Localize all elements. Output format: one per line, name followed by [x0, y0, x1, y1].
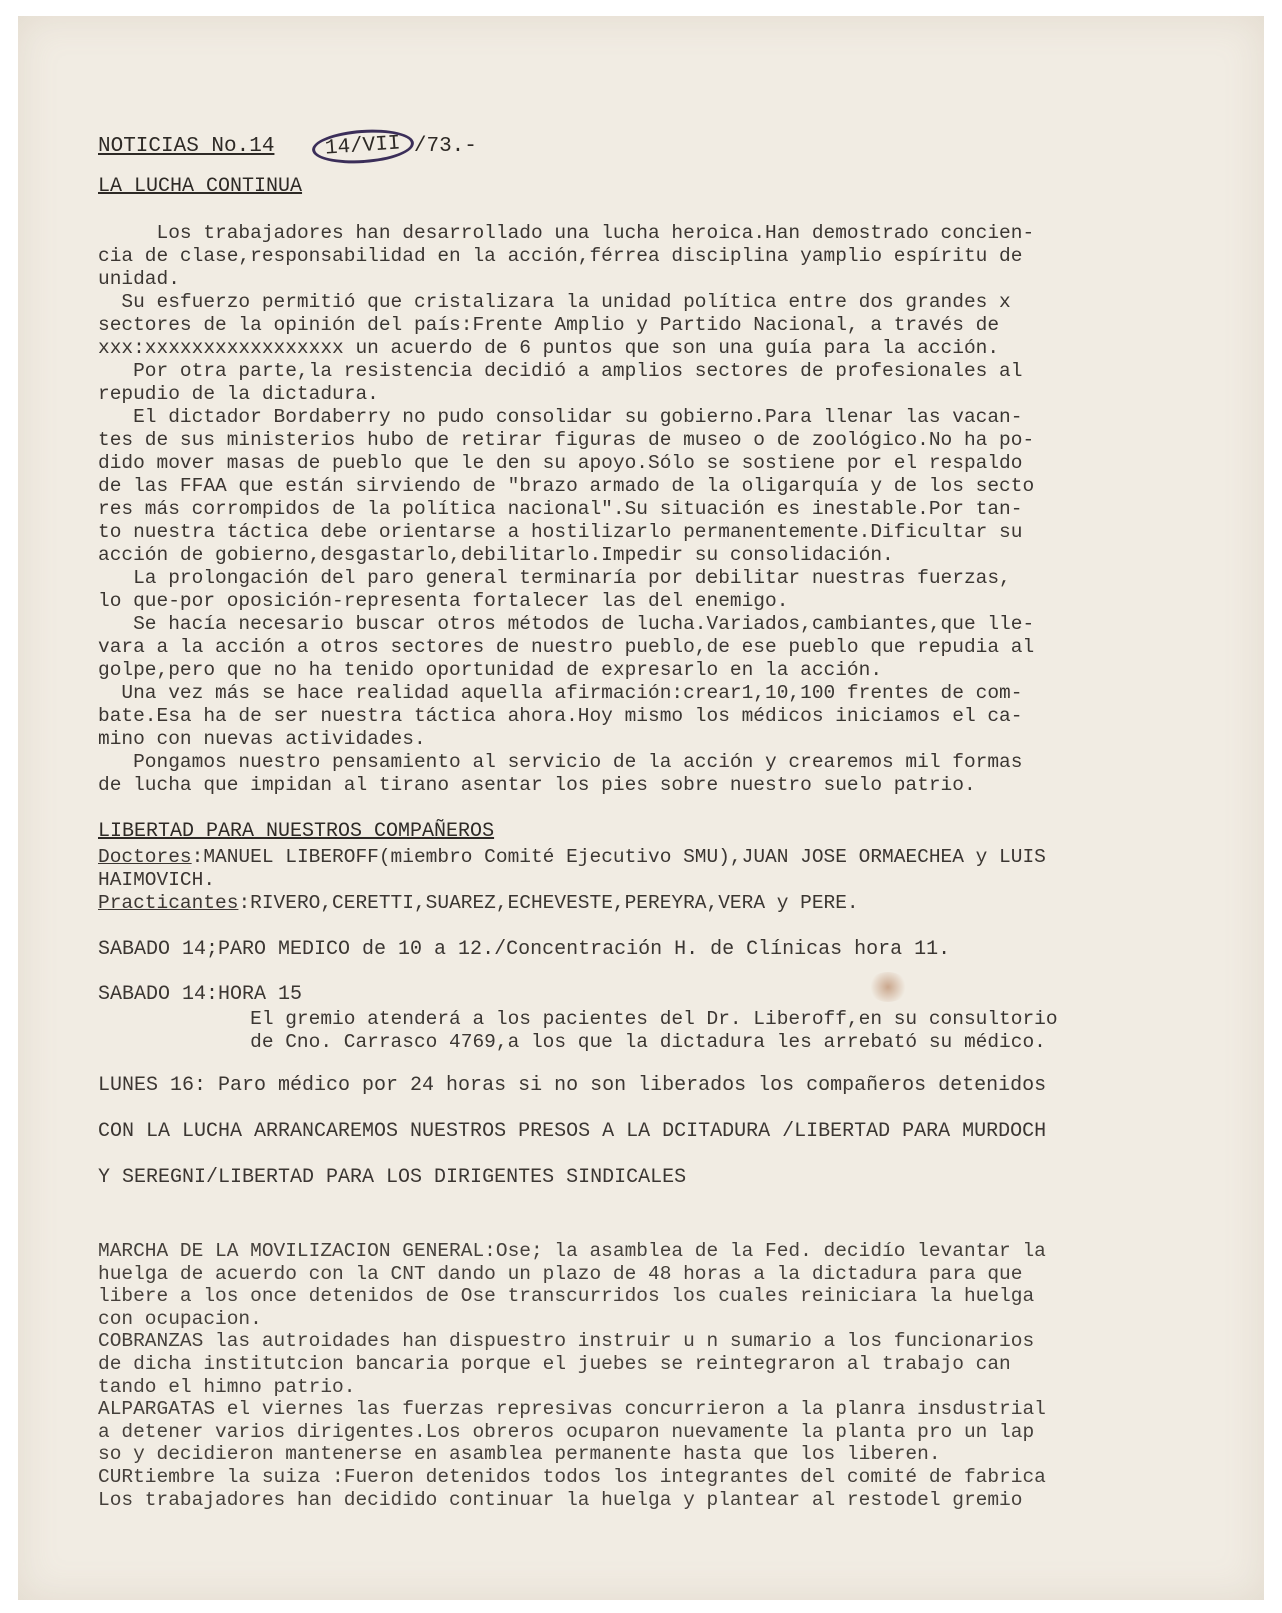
event-sabado-hora15-title: SABADO 14:HORA 15	[98, 983, 303, 1006]
event-lunes: LUNES 16: Paro médico por 24 horas si no son liberados los compañeros detenidos	[98, 1074, 1047, 1097]
practicantes-text: :RIVERO,CERETTI,SUAREZ,ECHEVESTE,PEREYRA,VERA y PERE.	[238, 892, 859, 914]
slogan-line-1: CON LA LUCHA ARRANCAREMOS NUESTROS PRESOS A LA DCITADURA /LIBERTAD PARA MURDOCH	[98, 1120, 1047, 1143]
doctores-text: :MANUEL LIBEROFF(miembro Comité Ejecutivo SMU),JUAN JOSE ORMAECHEA y LUIS HAIMOVICH.	[98, 846, 1046, 891]
doctores-line	[98, 846, 1228, 892]
section-body-lucha: Los trabajadores han desarrollado una lucha heroica.Han demostrado concien- cia de clase,responsabilidad en la acción,férrea disciplina yamplio espíritu de unidad. Su esfuerzo permitió que cristalizara la unidad política entre dos grandes x sectores de la opinión del país:Frente Amplio y Partido Nacional, a través de xxx:xxxxxxxxxxxxxxxxx un acuerdo de 6 puntos que son una guía para la acción. Por otra parte,la resistencia decidió a amplios sectores de profesionales al repudio de la dictadura. El dictador Bordaberry no pudo consolidar su gobierno.Para llenar las vacan- tes de sus ministerios hubo de retirar figuras de museo o de zoológico.No ha po- dido mover masas de pueblo que le den su apoyo.Sólo se sostiene por el respaldo de las FFAA que están sirviendo de "brazo armado de la oligarquía y de los secto res más corrompidos de la política nacional".Su situación es inestable.Por tan- to nuestra táctica debe orientarse a hostilizarlo permanentemente.Dificultar su acción de gobierno,desgastarlo,debilitarlo.Impedir su consolidación. La prolongación del paro general terminaría por debilitar nuestras fuerzas, lo que-por oposición-representa fortalecer las del enemigo. Se hacía necesario buscar otros métodos de lucha.Variados,cambiantes,que lle- vara a la acción a otros sectores de nuestro pueblo,de ese pueblo que repudia al golpe,pero que no ha tenido oportunidad de expresarlo en la acción. Una vez más se hace realidad aquella afirmación:crear1,10,100 frentes de com- bate.Esa ha de ser nuestra táctica ahora.Hoy mismo los médicos iniciamos el ca- mino con nuevas actividades. Pongamos nuestro pensamiento al servicio de la acción y crearemos mil formas de lucha que impidan al tirano asentar los pies sobre nuestro suelo patrio.	[98, 222, 1035, 796]
section-body-movilizacion: MARCHA DE LA MOVILIZACION GENERAL:Ose; la asamblea de la Fed. decidío levantar la huelga de acuerdo con la CNT dando un plazo de 48 horas a la dictadura para que libere a los once detenidos de Ose transcurridos los cuales reiniciara la huelga con ocupacion. COBRANZAS las autroidades han dispuestro instruir u n sumario a los funcionarios de dicha institutcion bancaria porque el juebes se reintegraron al trabajo can tando el himno patrio. ALPARGATAS el viernes las fuerzas represivas concurrieron a la planra insdustrial a detener varios dirigentes.Los obreros ocuparon nuevamente la planta pro un lap so y decidieron mantenerse en asamblea permanente hasta que los liberen. CURtiembre la suiza :Fueron detenidos todos los integrantes del comité de fabrica Los trabajadores han decidido continuar la huelga y plantear al restodel gremio	[98, 1240, 1046, 1511]
header-date: 14/VII	[324, 132, 402, 161]
header-date-suffix: /73.-	[413, 135, 477, 158]
circled-date	[311, 126, 415, 166]
section-title-libertad: LIBERTAD PARA NUESTROS COMPAÑEROS	[98, 820, 495, 843]
section-title-lucha: LA LUCHA CONTINUA	[98, 175, 303, 198]
document-header	[98, 130, 477, 163]
practicantes-line	[98, 892, 1228, 915]
coffee-stain	[868, 972, 908, 1002]
slogan-line-2: Y SEREGNI/LIBERTAD PARA LOS DIRIGENTES SINDICALES	[98, 1166, 687, 1189]
event-sabado-paro: SABADO 14;PARO MEDICO de 10 a 12./Concentración H. de Clínicas hora 11.	[98, 938, 951, 961]
doctores-label: Doctores	[98, 846, 192, 868]
event-sabado-hora15-text: El gremio atenderá a los pacientes del Dr. Liberoff,en su consultorio de Cno. Carrasco 4769,a los que la dictadura les arrebató su médico.	[250, 1008, 1058, 1053]
practicantes-label: Practicantes	[98, 892, 239, 914]
header-title: NOTICIAS No.14	[98, 135, 275, 158]
